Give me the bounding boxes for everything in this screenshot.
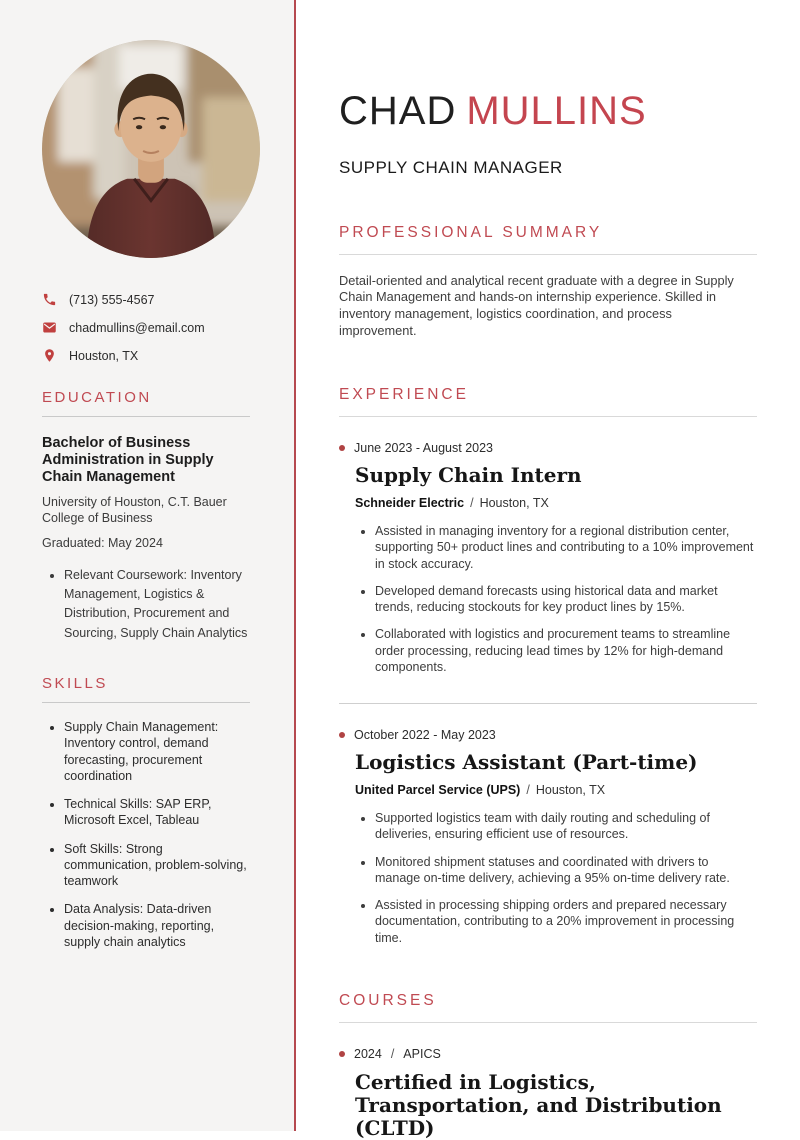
- courses-section: [339, 992, 757, 1140]
- skill-item: • Supply Chain Management: Inventory control, demand forecasting, procurement coordination: [64, 719, 250, 784]
- contact-location-row: [42, 348, 250, 363]
- phone-icon: [42, 292, 57, 307]
- entry-company: Schneider Electric: [355, 496, 465, 511]
- skill-item: • Data Analysis: Data-driven decision-making, reporting, supply chain analytics: [64, 901, 250, 950]
- contact-location: Houston, TX: [69, 348, 139, 363]
- skills-list: [42, 719, 250, 950]
- education-bullet-list: [42, 566, 250, 644]
- bullet-item: • Assisted in managing inventory for a regional distribution center, supporting 50+ product lines and contributing to a 10% improvement in stock accuracy.: [375, 523, 757, 572]
- last-name: MULLINS: [466, 88, 647, 133]
- entry-title: Supply Chain Intern: [355, 463, 582, 488]
- separator: /: [390, 1046, 395, 1061]
- course-date-row: [339, 1047, 757, 1061]
- course-provider: APICS: [403, 1046, 441, 1061]
- entry-location: Houston, TX: [535, 783, 606, 798]
- contact-phone-row: [42, 292, 250, 307]
- education-bullet-item: • Relevant Coursework: Inventory Management, Logistics & Distribution, Procurement and Sourcing, Supply Chain Analytics: [64, 566, 250, 644]
- education-section-title: EDUCATION: [42, 389, 250, 417]
- sidebar: [0, 0, 296, 1131]
- bullet-item: • Developed demand forecasts using historical data and market trends, reducing stockouts for key product lines by 15%.: [375, 583, 757, 616]
- entry-company: United Parcel Service (UPS): [355, 783, 521, 798]
- entry-date-row: [339, 441, 757, 455]
- person-name: [339, 88, 757, 133]
- education-graduation: Graduated: May 2024: [42, 535, 163, 550]
- entry-divider: [339, 703, 757, 704]
- contact-email-row: [42, 320, 250, 335]
- red-dot-icon: [339, 1051, 345, 1057]
- education-section: [42, 389, 250, 643]
- red-dot-icon: [339, 445, 345, 451]
- courses-section-title: COURSES: [339, 992, 757, 1023]
- separator: /: [526, 783, 530, 798]
- separator: /: [470, 496, 474, 511]
- first-name: CHAD: [339, 88, 457, 133]
- main-column: [298, 0, 800, 1140]
- entry-company-row: [355, 783, 757, 797]
- experience-entry: [339, 728, 757, 946]
- skills-section: [42, 675, 250, 950]
- entry-bullet-list: [355, 810, 757, 946]
- education-degree: Bachelor of Business Administration in Supply Chain Management: [42, 435, 214, 486]
- skill-item: • Technical Skills: SAP ERP, Microsoft Excel, Tableau: [64, 796, 250, 829]
- experience-entry: [339, 441, 757, 675]
- course-title: Certified in Logistics, Transportation, and Distribution (CLTD): [355, 1069, 722, 1140]
- entry-title: Logistics Assistant (Part-time): [355, 750, 698, 775]
- contact-block: [42, 292, 250, 363]
- skills-section-title: SKILLS: [42, 675, 250, 703]
- experience-section-title: EXPERIENCE: [339, 386, 757, 417]
- entry-dates: June 2023 - August 2023: [354, 441, 494, 456]
- education-school: University of Houston, C.T. Bauer College of Business: [42, 495, 227, 525]
- email-icon: [42, 320, 57, 335]
- summary-text: Detail-oriented and analytical recent graduate with a degree in Supply Chain Management and hands-on internship experience. Skilled in inventory management, logistics coordination, and process improvement.: [339, 272, 734, 339]
- course-year: 2024: [354, 1046, 382, 1061]
- bullet-item: • Monitored shipment statuses and coordinated with drivers to manage on-time delivery, achieving a 95% on-time delivery rate.: [375, 854, 757, 887]
- entry-date-row: [339, 728, 757, 742]
- summary-section-title: PROFESSIONAL SUMMARY: [339, 224, 757, 255]
- profile-photo-illustration: [42, 40, 260, 258]
- entry-company-row: [355, 496, 757, 510]
- summary-section: [339, 224, 757, 341]
- location-icon: [42, 348, 57, 363]
- entry-location: Houston, TX: [479, 496, 549, 511]
- experience-section: [339, 386, 757, 946]
- course-entry: [339, 1047, 757, 1140]
- bullet-item: • Collaborated with logistics and procurement teams to streamline order processing, reducing lead times by 12% for high-demand components.: [375, 626, 757, 675]
- entry-dates: October 2022 - May 2023: [354, 728, 496, 743]
- bullet-item: • Assisted in processing shipping orders and prepared necessary documentation, contributing to a 20% improvement in processing time.: [375, 897, 757, 946]
- red-dot-icon: [339, 732, 345, 738]
- bullet-item: • Supported logistics team with daily routing and scheduling of deliveries, ensuring efficient use of resources.: [375, 810, 757, 843]
- role-title: SUPPLY CHAIN MANAGER: [339, 157, 563, 177]
- contact-phone: (713) 555-4567: [69, 292, 155, 307]
- contact-email: chadmullins@email.com: [69, 320, 205, 335]
- profile-photo: [42, 40, 260, 258]
- skill-item: • Soft Skills: Strong communication, problem-solving, teamwork: [64, 841, 250, 890]
- entry-bullet-list: [355, 523, 757, 675]
